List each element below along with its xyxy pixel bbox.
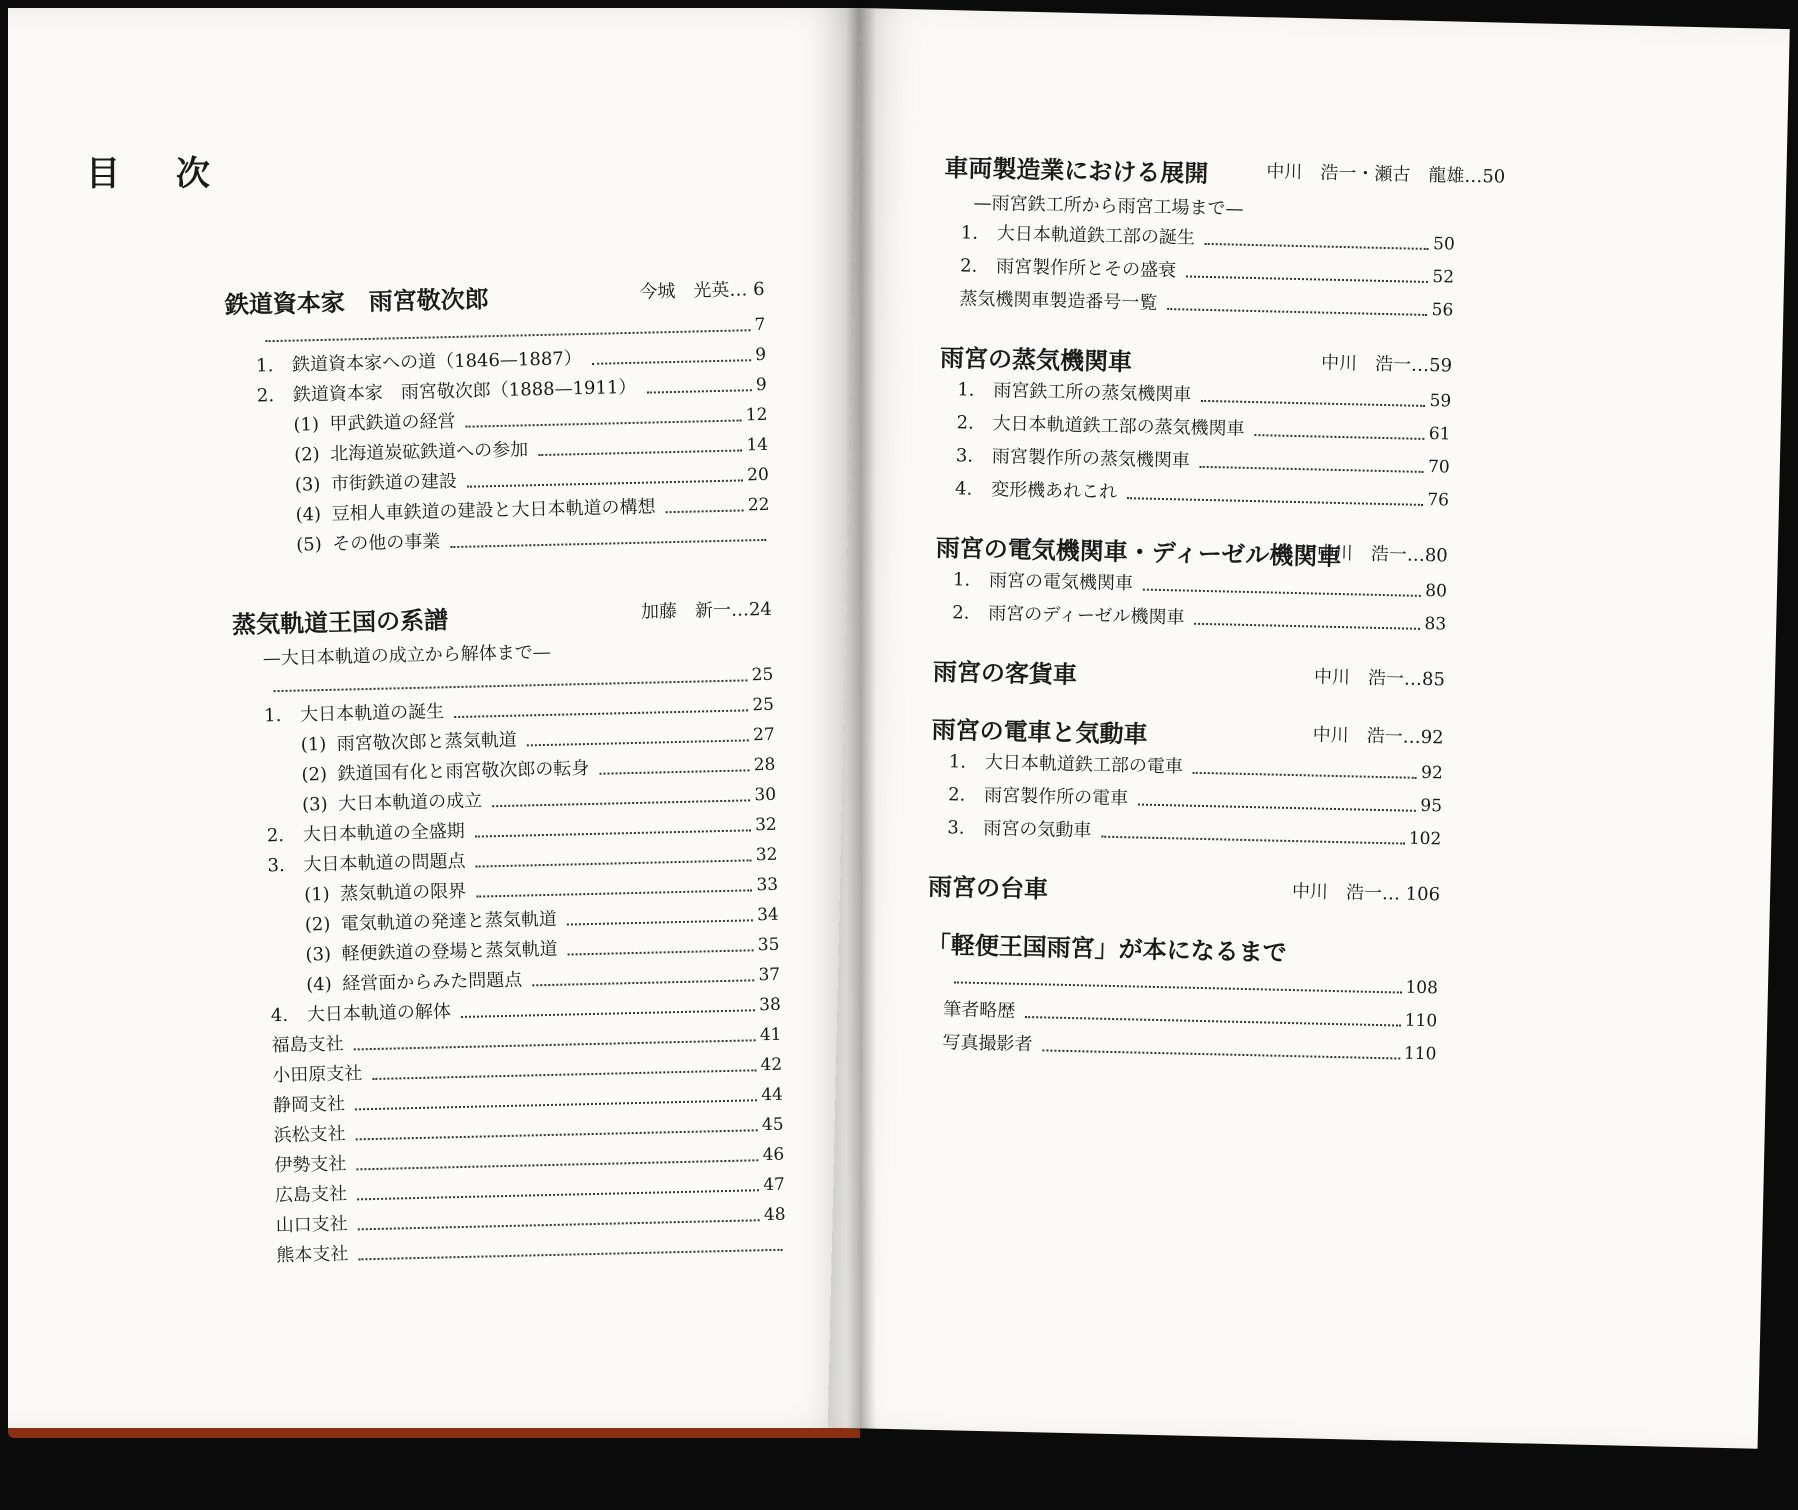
dot-leader xyxy=(354,1039,756,1050)
entry-title: 雨宮のディーゼル機関車 xyxy=(988,603,1185,629)
section-heading: 蒸気軌道王国の系譜 xyxy=(231,606,449,640)
toc-entry xyxy=(274,1143,784,1179)
entry-page: 70 xyxy=(1427,457,1450,478)
toc-entry xyxy=(271,993,781,1029)
toc-entry xyxy=(273,1113,783,1149)
toc-entry xyxy=(955,477,1449,512)
entry-page: 37 xyxy=(758,964,781,986)
entry-title: 雨宮敬次郎と蒸気軌道 xyxy=(336,729,517,755)
entry-page: 83 xyxy=(1424,613,1447,635)
entry-title: 大日本軌道の問題点 xyxy=(303,850,466,876)
section-author: 中川 浩一…80 xyxy=(1316,542,1448,567)
toc-entry xyxy=(306,963,780,998)
entry-page: 47 xyxy=(763,1174,786,1196)
entry-page: 110 xyxy=(1403,1043,1437,1065)
dot-leader xyxy=(355,1099,757,1110)
entry-number: (3) xyxy=(294,474,321,496)
toc-entry xyxy=(302,783,776,818)
toc-entry xyxy=(961,221,1455,256)
entry-page: 50 xyxy=(1432,234,1456,255)
entry-page: 45 xyxy=(761,1114,784,1136)
section-author: 中川 浩一・瀬古 龍雄…50 xyxy=(1266,161,1506,188)
entry-title: 浜松支社 xyxy=(273,1123,346,1147)
entry-page: 14 xyxy=(746,434,769,456)
dot-leader xyxy=(1127,497,1423,506)
entry-title: 変形機あれこれ xyxy=(990,479,1118,503)
entry-page: 61 xyxy=(1428,424,1451,445)
dot-leader xyxy=(538,449,742,456)
section-author: 中川 浩一…59 xyxy=(1320,352,1453,377)
entry-number: (1) xyxy=(293,414,320,436)
entry-page: 41 xyxy=(759,1024,782,1046)
entry-number: (2) xyxy=(293,444,320,466)
toc-entry xyxy=(296,523,770,558)
dot-leader xyxy=(1025,1016,1400,1027)
dot-leader xyxy=(568,949,754,955)
dot-leader xyxy=(492,799,750,807)
entry-title: 鉄道国有化と雨宮敬次郎の転身 xyxy=(337,758,590,785)
dot-leader xyxy=(476,859,752,867)
entry-number: 4. xyxy=(270,1004,289,1027)
entry-title: 甲武鉄道の経営 xyxy=(329,410,456,435)
entry-title: 雨宮の気動車 xyxy=(983,818,1092,842)
entry-page: 110 xyxy=(1404,1010,1438,1032)
entry-number: (2) xyxy=(304,913,331,936)
toc-entry xyxy=(294,433,768,468)
dot-leader xyxy=(592,359,752,365)
toc-entry xyxy=(949,750,1443,785)
entry-page: 46 xyxy=(762,1144,785,1166)
entry-page: 12 xyxy=(745,404,768,426)
entry-title: 大日本軌道鉄工部の蒸気機関車 xyxy=(992,413,1245,440)
entry-number: 3. xyxy=(947,817,965,839)
entry-title: 雨宮製作所の電車 xyxy=(983,785,1129,810)
toc-entry xyxy=(264,693,774,729)
dot-leader xyxy=(1194,623,1420,630)
entry-page: 7 xyxy=(754,314,766,336)
entry-number: 4. xyxy=(954,478,973,500)
toc-entry xyxy=(952,601,1446,636)
toc-entry xyxy=(960,254,1454,289)
entry-page: 48 xyxy=(763,1204,786,1226)
entry-number: (1) xyxy=(300,733,327,756)
entry-number: (3) xyxy=(305,943,332,966)
entry-number: 1. xyxy=(255,355,274,377)
entry-page: 92 xyxy=(1420,762,1444,784)
dot-leader xyxy=(1193,772,1417,779)
entry-title: 筆者略歴 xyxy=(943,999,1016,1022)
toc-entry xyxy=(271,1023,781,1059)
entry-title: 雨宮製作所とその盛衰 xyxy=(995,256,1177,282)
dot-leader xyxy=(646,389,752,393)
entry-title: 鉄道資本家への道（1846—1887） xyxy=(291,348,582,376)
entry-title: 大日本軌道鉄工部の誕生 xyxy=(996,223,1196,249)
entry-page: 76 xyxy=(1427,490,1450,511)
left-toc xyxy=(8,8,860,1428)
entry-number: 1. xyxy=(263,704,282,727)
entry-number: 2. xyxy=(266,824,285,847)
dot-leader xyxy=(358,1219,760,1230)
dot-leader xyxy=(476,889,752,897)
entry-number: 1. xyxy=(948,751,967,773)
entry-title: 豆相人車鉄道の建設と大日本軌道の構想 xyxy=(331,496,656,525)
toc-entry xyxy=(267,843,777,879)
entry-page: 102 xyxy=(1408,828,1442,850)
entry-number: (3) xyxy=(301,793,328,816)
section-author: 加藤 新一…24 xyxy=(640,598,773,623)
section-author: 中川 浩一…85 xyxy=(1313,666,1446,691)
entry-title: 雨宮鉄工所の蒸気機関車 xyxy=(993,380,1192,406)
entry-page: 32 xyxy=(754,814,777,836)
dot-leader xyxy=(454,709,748,718)
entry-page: 108 xyxy=(1405,977,1439,999)
entry-page: 32 xyxy=(755,844,778,866)
entry-page: 33 xyxy=(756,874,779,896)
toc-entry xyxy=(273,1083,783,1119)
dot-leader xyxy=(600,769,750,774)
toc-entry xyxy=(293,403,767,438)
dot-leader xyxy=(357,1189,759,1200)
entry-page: 52 xyxy=(1432,267,1455,288)
dot-leader xyxy=(358,1249,782,1261)
entry-title: 蒸気軌道の限界 xyxy=(339,880,467,905)
dot-leader xyxy=(666,509,744,513)
entry-title: その他の事業 xyxy=(332,531,441,555)
dot-leader xyxy=(1200,466,1424,473)
entry-title: 伊勢支社 xyxy=(274,1153,347,1177)
entry-page: 35 xyxy=(757,934,780,956)
entry-number: 2. xyxy=(956,412,975,434)
entry-page: 27 xyxy=(752,724,775,746)
toc-entry xyxy=(272,1053,782,1089)
dot-leader xyxy=(461,1009,755,1018)
entry-page: 20 xyxy=(746,464,770,486)
dot-leader xyxy=(356,1129,758,1140)
toc-entry xyxy=(295,493,769,528)
entry-title: 市街鉄道の建設 xyxy=(330,470,458,495)
dot-leader xyxy=(1138,804,1416,812)
entry-page: 9 xyxy=(755,374,767,396)
entry-title: 蒸気機関車製造番号一覧 xyxy=(959,288,1158,314)
entry-title: 大日本軌道鉄工部の電車 xyxy=(984,752,1184,778)
toc-entry xyxy=(304,873,778,908)
entry-number: (1) xyxy=(303,883,330,906)
entry-number: 2. xyxy=(959,255,978,277)
entry-title: 大日本軌道の成立 xyxy=(337,790,483,815)
dot-leader xyxy=(1201,400,1425,407)
toc-entry xyxy=(943,998,1437,1033)
dot-leader xyxy=(1254,434,1424,440)
section-heading: 雨宮の蒸気機関車 xyxy=(939,343,1133,377)
section-heading: 鉄道資本家 雨宮敬次郎 xyxy=(224,285,490,320)
entry-page: 95 xyxy=(1420,795,1443,817)
entry-page: 56 xyxy=(1431,300,1454,321)
section-heading: 車両製造業における展開 xyxy=(944,153,1209,188)
entry-page: 25 xyxy=(752,694,775,716)
section-subtitle: —雨宮鉄工所から雨宮工場まで— xyxy=(973,192,1244,220)
entry-title: 大日本軌道の全盛期 xyxy=(302,820,466,846)
entry-page: 38 xyxy=(758,994,782,1016)
toc-entry xyxy=(956,444,1450,479)
entry-title: 北海道炭砿鉄道への参加 xyxy=(329,439,529,465)
section-heading: 雨宮の客貨車 xyxy=(932,657,1078,690)
entry-page: 42 xyxy=(760,1054,783,1076)
entry-title: 静岡支社 xyxy=(272,1093,346,1117)
toc-entry xyxy=(953,568,1447,603)
section-heading: 雨宮の電車と気動車 xyxy=(931,715,1148,749)
dot-leader xyxy=(527,739,749,746)
left-page xyxy=(8,8,860,1438)
dot-leader xyxy=(466,419,742,427)
dot-leader xyxy=(266,329,751,342)
dot-leader xyxy=(475,829,751,837)
toc-entry xyxy=(944,965,1438,1000)
dot-leader xyxy=(1042,1049,1400,1059)
entry-number: 1. xyxy=(952,569,971,591)
entry-title: 雨宮の電気機関車 xyxy=(988,570,1134,595)
toc-entry xyxy=(276,1233,786,1269)
toc-entry xyxy=(275,1173,785,1209)
toc-entry xyxy=(267,813,777,849)
entry-title: 電気軌道の発達と蒸気軌道 xyxy=(340,908,558,935)
entry-page: 80 xyxy=(1425,580,1448,602)
page-title: 目 次 xyxy=(86,154,232,194)
entry-title: 大日本軌道の誕生 xyxy=(299,701,445,726)
dot-leader xyxy=(1143,589,1421,597)
toc-entry xyxy=(295,463,769,498)
dot-leader xyxy=(450,539,766,548)
entry-number: 3. xyxy=(267,854,285,877)
entry-title: 熊本支社 xyxy=(276,1243,349,1267)
entry-number: 2. xyxy=(947,784,966,806)
dot-leader xyxy=(532,979,754,986)
dot-leader xyxy=(1101,836,1405,845)
toc-entry xyxy=(947,816,1441,851)
entry-number: (2) xyxy=(301,763,328,786)
toc-entry xyxy=(305,903,779,938)
entry-page: 30 xyxy=(754,784,777,806)
toc-entry xyxy=(942,1031,1436,1066)
dot-leader xyxy=(567,919,753,925)
section-author: 中川 浩一…92 xyxy=(1312,724,1444,749)
toc-entry xyxy=(305,933,779,968)
dot-leader xyxy=(1186,275,1428,282)
toc-entry xyxy=(956,411,1450,446)
entry-title: 雨宮製作所の蒸気機関車 xyxy=(991,446,1191,472)
right-page xyxy=(828,8,1790,1449)
entry-title: 福島支社 xyxy=(271,1033,344,1057)
entry-number: 1. xyxy=(960,222,979,244)
entry-page: 9 xyxy=(755,344,767,366)
toc-entry xyxy=(255,313,765,349)
toc-entry xyxy=(959,287,1453,322)
entry-number: 2. xyxy=(256,385,275,407)
entry-title: 小田原支社 xyxy=(272,1063,363,1087)
entry-number: 2. xyxy=(952,602,970,624)
entry-number: (4) xyxy=(295,504,322,526)
entry-title: 写真撮影者 xyxy=(942,1032,1033,1056)
entry-title: 経営面からみた問題点 xyxy=(341,969,523,995)
dot-leader xyxy=(1205,243,1429,250)
toc-entry xyxy=(957,378,1451,413)
section-author: 今城 光英… 6 xyxy=(639,278,765,303)
toc-entry xyxy=(301,753,775,788)
dot-leader xyxy=(1167,308,1427,316)
entry-title: 軽便鉄道の登場と蒸気軌道 xyxy=(341,938,558,965)
toc-entry xyxy=(257,373,767,409)
dot-leader xyxy=(954,981,1401,993)
entry-page: 59 xyxy=(1429,391,1452,412)
dot-leader xyxy=(467,479,743,487)
section-subtitle: —大日本軌道の成立から解体まで— xyxy=(262,641,551,670)
entry-number: 3. xyxy=(955,445,974,467)
dot-leader xyxy=(372,1069,756,1080)
right-toc xyxy=(828,8,1790,1449)
toc-entry xyxy=(301,723,775,758)
toc-entry xyxy=(275,1203,785,1239)
dot-leader xyxy=(274,679,748,692)
section-heading: 雨宮の台車 xyxy=(927,872,1049,904)
section-heading: 雨宮の電気機関車・ディーゼル機関車 xyxy=(935,533,1342,572)
section-author: 中川 浩一… 106 xyxy=(1291,881,1441,906)
section-heading: 「軽便王国雨宮」が本になるまで xyxy=(926,930,1287,967)
entry-page: 44 xyxy=(760,1084,784,1106)
entry-page: 34 xyxy=(756,904,779,926)
toc-entry xyxy=(948,783,1442,818)
entry-title: 鉄道資本家 雨宮敬次郎（1888—1911） xyxy=(292,376,637,406)
entry-title: 大日本軌道の解体 xyxy=(306,1001,452,1026)
entry-number: 1. xyxy=(957,379,975,401)
toc-entry xyxy=(256,343,766,379)
entry-number: (5) xyxy=(296,534,322,556)
dot-leader xyxy=(356,1159,758,1170)
entry-page: 25 xyxy=(751,664,774,686)
entry-number: (4) xyxy=(306,973,332,996)
entry-title: 広島支社 xyxy=(274,1183,348,1207)
entry-title: 山口支社 xyxy=(275,1213,348,1237)
entry-page: 22 xyxy=(747,494,770,516)
entry-page: 28 xyxy=(753,754,776,776)
